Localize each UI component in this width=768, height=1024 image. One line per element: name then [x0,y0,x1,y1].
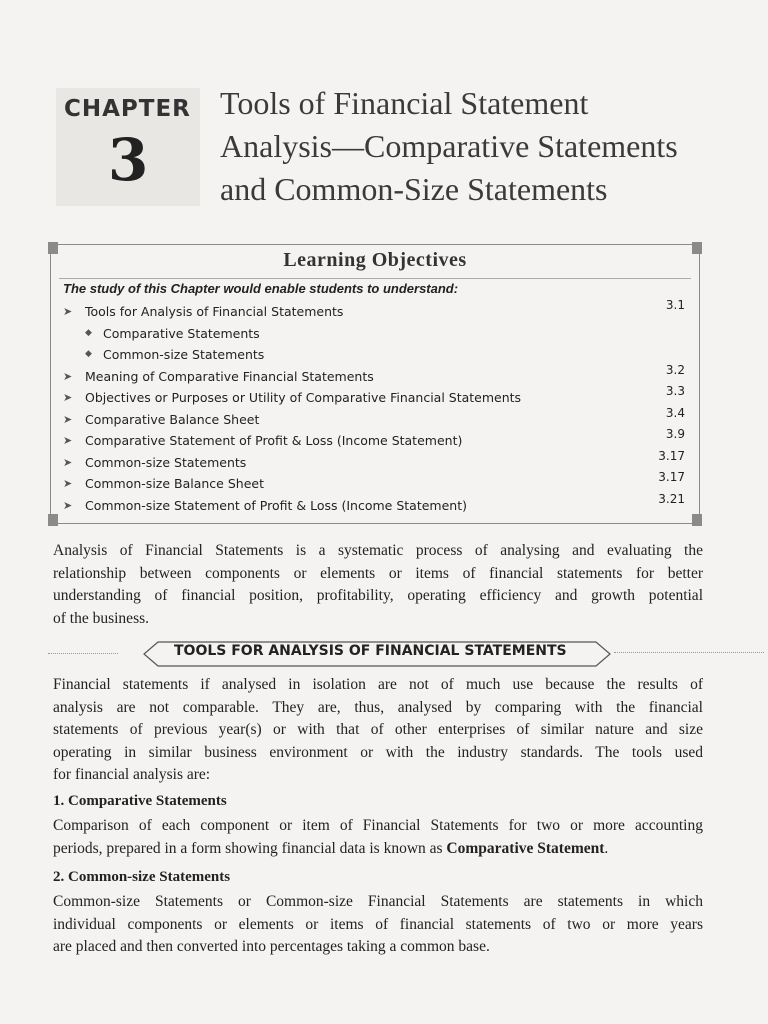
comparative-heading: 1. Comparative Statements [53,793,227,809]
dotted-rule [614,652,764,653]
learning-objectives-list [63,298,685,516]
common-size-heading: 2. Common-size Statements [53,869,231,885]
dotted-rule [48,653,118,654]
page-ref: 3.17 [658,470,685,484]
page-ref: 3.1 [665,298,685,312]
chapter-number: 3 [108,126,149,194]
chapter-title-line: Analysis—Comparative Statements [220,128,678,164]
learning-objectives-box [50,244,700,524]
arrow-bullet-icon: ➤ [63,305,73,318]
page-ref: 3.21 [658,491,685,506]
diamond-bullet-icon: ◆ [85,349,92,359]
arrow-bullet-icon: ➤ [63,391,73,404]
common-size-paragraph: Common-size Statements or Common-size Financial Statements are statements in which individual components or elements or items of financial statements of two or more years are placed and then converted into percentages taking a common base. [53,893,703,955]
chapter-title [220,82,740,211]
page-ref: 3.17 [658,448,685,463]
chapter-title-line: and Common-Size Statements [220,171,608,207]
list-item: ➤ Comparative Statement of Profit & Loss (Income Statement) 3.9 [63,430,685,452]
arrow-bullet-icon: ➤ [63,434,73,447]
comparative-paragraph: Comparison of each component or item of Financial Statements for two or more accounting periods, prepared in a form showing financial data is known as Comparative Statement. [53,817,703,857]
page-ref: 3.9 [665,427,685,441]
list-item: ➤ Common-size Statement of Profit & Loss (Income Statement) 3.21 [63,495,685,517]
section-banner [118,640,638,668]
arrow-bullet-icon: ➤ [63,412,73,426]
tools-paragraph: Financial statements if analysed in isolation are not of much use because the results of analysis are not comparable. They are, thus, analysed by comparing with the financial statements of previous year(s) or with that of other enterprises of similar nature and size operating in similar business environment or with the industry standards. The tools used for financial analysis are: [53,676,703,783]
list-item: ◆ Common-size Statements [63,344,685,366]
list-item: ➤ Tools for Analysis of Financial Statements 3.1 [63,301,685,323]
page-ref: 3.4 [665,405,685,420]
list-item: ➤ Objectives or Purposes or Utility of Comparative Financial Statements 3.3 [63,387,685,409]
list-item: ➤ Comparative Balance Sheet 3.4 [63,409,685,431]
arrow-bullet-icon: ➤ [63,477,73,490]
divider [59,278,691,279]
corner-ornament-icon [48,514,58,526]
arrow-bullet-icon: ➤ [63,455,73,469]
learning-objectives-intro: The study of this Chapter would enable students to understand: [63,281,459,296]
page-ref: 3.3 [665,384,685,398]
intro-paragraph: Analysis of Financial Statements is a systematic process of analysing and evaluating the relationship between components or elements or items of financial statements for better understanding of financial position, profitability, operating efficiency and growth potential of the business. [53,542,703,627]
diamond-bullet-icon: ◆ [85,327,92,338]
list-item: ◆ Comparative Statements [63,323,685,345]
learning-objectives-title: Learning Objectives [283,249,467,271]
list-item: ➤ Common-size Balance Sheet 3.17 [63,473,685,495]
arrow-bullet-icon: ➤ [63,369,73,383]
chapter-title-line: Tools of Financial Statement [220,85,589,121]
section-heading: TOOLS FOR ANALYSIS OF FINANCIAL STATEMENTS [174,643,567,659]
corner-ornament-icon [692,514,702,526]
list-item: ➤ Common-size Statements 3.17 [63,452,685,474]
chapter-label-box [56,88,200,206]
page-ref: 3.2 [665,362,685,377]
bold-term: Comparative Statement [446,839,605,857]
list-item: ➤ Meaning of Comparative Financial Statements 3.2 [63,366,685,388]
arrow-bullet-icon: ➤ [63,498,73,512]
chapter-label: CHAPTER [64,96,191,122]
